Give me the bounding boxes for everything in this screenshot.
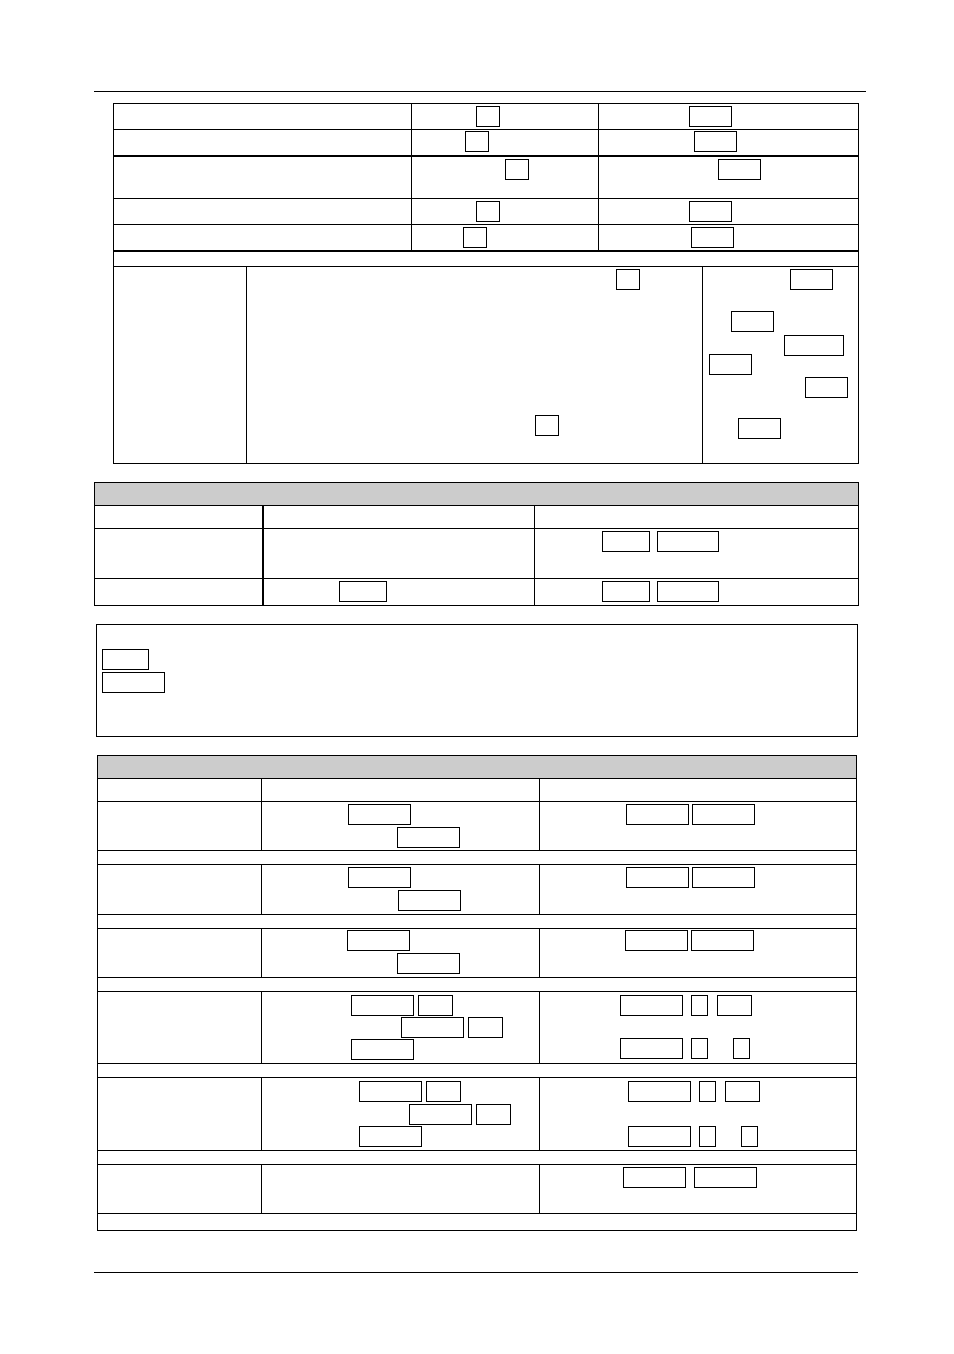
value-box: [625, 930, 688, 951]
value-box: [476, 106, 500, 127]
column-divider: [262, 505, 264, 606]
value-box: [602, 581, 650, 602]
value-box: [692, 867, 755, 888]
column-divider: [539, 1077, 540, 1150]
value-box: [409, 1104, 472, 1125]
value-box: [699, 1126, 716, 1147]
value-box: [616, 269, 640, 290]
row-divider: [94, 528, 859, 529]
value-box: [738, 418, 781, 439]
table-frame: [113, 103, 859, 464]
value-box: [731, 311, 774, 332]
column-divider: [534, 505, 535, 606]
column-divider: [539, 778, 540, 850]
value-box: [689, 106, 732, 127]
value-box: [691, 930, 754, 951]
value-box: [465, 131, 489, 152]
value-box: [397, 827, 460, 848]
note-frame: [96, 624, 858, 737]
value-box: [657, 581, 719, 602]
value-box: [339, 581, 387, 602]
column-divider: [411, 103, 412, 251]
row-divider: [97, 914, 857, 915]
value-box: [535, 415, 559, 436]
value-box: [790, 269, 833, 290]
row-divider: [97, 928, 857, 929]
row-divider: [113, 266, 859, 267]
column-divider: [246, 266, 247, 464]
value-box: [426, 1081, 461, 1102]
footer-rule: [94, 1272, 858, 1273]
value-box: [620, 1038, 683, 1059]
value-box: [397, 953, 460, 974]
value-box: [347, 930, 410, 951]
value-box: [784, 335, 844, 356]
row-divider: [97, 864, 857, 865]
value-box: [102, 672, 165, 693]
value-box: [418, 995, 453, 1016]
value-box: [699, 1081, 716, 1102]
row-divider: [97, 991, 857, 992]
value-box: [398, 890, 461, 911]
row-divider: [113, 250, 859, 252]
column-divider: [598, 103, 599, 251]
value-box: [351, 1039, 414, 1060]
value-box: [359, 1081, 422, 1102]
row-divider: [97, 1077, 857, 1078]
row-divider: [97, 850, 857, 851]
value-box: [717, 995, 752, 1016]
row-divider: [97, 1063, 857, 1064]
column-divider: [539, 1164, 540, 1213]
value-box: [691, 227, 734, 248]
value-box: [692, 804, 755, 825]
row-divider: [113, 129, 859, 130]
value-box: [620, 995, 683, 1016]
column-divider: [539, 928, 540, 977]
value-box: [725, 1081, 760, 1102]
value-box: [602, 531, 650, 552]
header-rule: [94, 91, 866, 92]
row-divider: [94, 578, 859, 579]
column-divider: [702, 266, 703, 464]
value-box: [691, 1038, 708, 1059]
row-divider: [97, 778, 857, 779]
column-divider: [261, 928, 262, 977]
value-box: [694, 131, 737, 152]
value-box: [401, 1017, 464, 1038]
value-box: [741, 1126, 758, 1147]
column-divider: [261, 1164, 262, 1213]
column-divider: [539, 991, 540, 1063]
column-divider: [539, 864, 540, 914]
row-divider: [113, 155, 859, 157]
value-box: [733, 1038, 750, 1059]
column-divider: [261, 778, 262, 850]
value-box: [718, 159, 761, 180]
table-frame: [94, 482, 859, 606]
value-box: [348, 804, 411, 825]
row-divider: [97, 801, 857, 802]
value-box: [351, 995, 414, 1016]
value-box: [657, 531, 719, 552]
value-box: [468, 1017, 503, 1038]
value-box: [623, 1167, 686, 1188]
value-box: [628, 1126, 691, 1147]
value-box: [628, 1081, 691, 1102]
value-box: [626, 867, 689, 888]
row-divider: [97, 1164, 857, 1165]
row-divider: [113, 198, 859, 199]
row-divider: [97, 977, 857, 978]
row-divider: [97, 1150, 857, 1151]
value-box: [102, 649, 149, 670]
value-box: [694, 1167, 757, 1188]
value-box: [626, 804, 689, 825]
row-divider: [113, 224, 859, 225]
column-divider: [261, 991, 262, 1063]
row-divider: [94, 505, 859, 506]
value-box: [691, 995, 708, 1016]
row-divider: [97, 1213, 857, 1214]
value-box: [689, 201, 732, 222]
value-box: [476, 1104, 511, 1125]
value-box: [359, 1126, 422, 1147]
value-box: [476, 201, 500, 222]
column-divider: [261, 864, 262, 914]
column-divider: [261, 1077, 262, 1150]
value-box: [709, 354, 752, 375]
value-box: [463, 227, 487, 248]
value-box: [805, 377, 848, 398]
table-frame: [97, 755, 857, 1231]
value-box: [348, 867, 411, 888]
value-box: [505, 159, 529, 180]
